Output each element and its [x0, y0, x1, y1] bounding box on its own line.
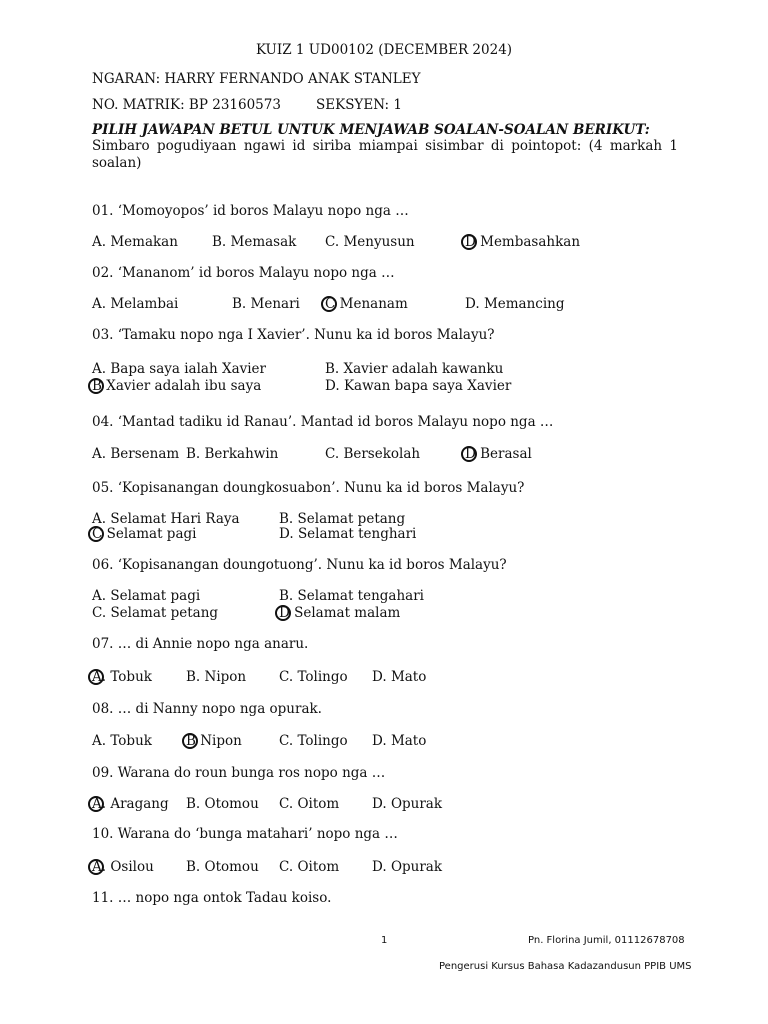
- question-08: 08. … di Nanny nopo nga opurak.: [92, 701, 322, 717]
- answer-circle-icon: [321, 296, 337, 312]
- option-text: Tobuk: [110, 669, 152, 685]
- option-letter: A.: [92, 234, 107, 250]
- option-text: Memasak: [230, 234, 297, 250]
- option-text: Tobuk: [110, 733, 152, 749]
- option-10-c[interactable]: [279, 859, 339, 875]
- option-06-a[interactable]: [92, 588, 200, 604]
- option-letter: D.: [372, 669, 387, 685]
- option-letter: B: [186, 733, 196, 749]
- answer-circle-icon: [88, 859, 107, 875]
- option-letter: A.: [92, 511, 107, 527]
- option-letter: B: [92, 378, 102, 394]
- option-text: Oitom: [297, 859, 340, 875]
- option-text: Selamat pagi: [110, 588, 201, 604]
- option-09-a[interactable]: [92, 796, 169, 812]
- option-06-d[interactable]: [279, 605, 400, 621]
- option-letter: B.: [186, 796, 201, 812]
- option-text: Selamat Hari Raya: [110, 511, 240, 527]
- option-08-d[interactable]: [372, 733, 426, 749]
- option-text: Memakan: [110, 234, 178, 250]
- option-text: Osilou: [110, 859, 154, 875]
- option-10-a[interactable]: [92, 859, 154, 875]
- option-text: Xavier adalah kawanku: [343, 361, 504, 377]
- option-08-a[interactable]: [92, 733, 152, 749]
- option-letter: A.: [92, 361, 107, 377]
- option-01-a[interactable]: [92, 234, 178, 250]
- option-letter: A.: [92, 296, 107, 312]
- option-07-a[interactable]: [92, 669, 152, 685]
- option-letter: C: [325, 296, 336, 312]
- option-text: Bersenam: [110, 446, 180, 462]
- option-letter: A.: [92, 859, 107, 875]
- option-07-c[interactable]: [279, 669, 348, 685]
- option-letter: B.: [212, 234, 227, 250]
- option-letter: B.: [186, 446, 201, 462]
- option-letter: C: [92, 526, 103, 542]
- option-02-a[interactable]: [92, 296, 178, 312]
- matric-number: NO. MATRIK: BP 23160573: [92, 97, 281, 113]
- option-04-a[interactable]: [92, 446, 179, 462]
- option-07-d[interactable]: [372, 669, 426, 685]
- option-text: Menyusun: [343, 234, 415, 250]
- question-04: 04. ‘Mantad tadiku id Ranau’. Mantad id boros Malayu nopo nga …: [92, 414, 554, 430]
- option-text: Melambai: [110, 296, 179, 312]
- option-03-a[interactable]: [92, 361, 266, 377]
- option-04-c[interactable]: [325, 446, 420, 462]
- option-08-b[interactable]: [186, 733, 242, 749]
- option-09-b[interactable]: [186, 796, 259, 812]
- option-letter: A.: [92, 446, 107, 462]
- option-text: Tolingo: [297, 669, 348, 685]
- option-text: Bersekolah: [343, 446, 421, 462]
- option-letter: B.: [232, 296, 247, 312]
- option-text: Memancing: [483, 296, 565, 312]
- option-08-c[interactable]: [279, 733, 348, 749]
- option-03-d[interactable]: [325, 378, 511, 394]
- option-letter: C.: [92, 605, 107, 621]
- option-letter: D.: [372, 859, 387, 875]
- option-text: Oitom: [297, 796, 340, 812]
- option-text: Opurak: [390, 859, 443, 875]
- option-letter: C.: [279, 796, 294, 812]
- option-letter: D.: [372, 796, 387, 812]
- option-letter: B.: [279, 511, 294, 527]
- option-10-d[interactable]: [372, 859, 442, 875]
- option-01-d[interactable]: [465, 234, 580, 250]
- option-text: Xavier adalah ibu saya: [106, 378, 262, 394]
- option-text: Membasahkan: [480, 234, 581, 250]
- option-letter: C.: [325, 234, 340, 250]
- option-05-b[interactable]: [279, 511, 405, 527]
- question-09: 09. Warana do roun bunga ros nopo nga …: [92, 765, 386, 781]
- option-text: Selamat pagi: [106, 526, 197, 542]
- instruction-heading: PILIH JAWAPAN BETUL UNTUK MENJAWAB SOALAN-SOALAN BERIKUT:: [92, 122, 650, 138]
- option-09-c[interactable]: [279, 796, 339, 812]
- option-letter: B.: [325, 361, 340, 377]
- option-letter: D: [465, 446, 476, 462]
- answer-circle-icon: [461, 234, 477, 250]
- question-07: 07. … di Annie nopo nga anaru.: [92, 636, 309, 652]
- question-02: 02. ‘Mananom’ id boros Malayu nopo nga …: [92, 265, 395, 281]
- option-text: Selamat petang: [297, 511, 406, 527]
- quiz-title: KUIZ 1 UD00102 (DECEMBER 2024): [255, 42, 513, 58]
- option-text: Selamat petang: [110, 605, 219, 621]
- option-letter: A.: [92, 588, 107, 604]
- student-name: NGARAN: HARRY FERNANDO ANAK STANLEY: [92, 71, 421, 87]
- answer-circle-icon: [88, 796, 107, 812]
- option-03-b[interactable]: [325, 361, 503, 377]
- option-01-b[interactable]: [212, 234, 296, 250]
- option-letter: D: [465, 234, 476, 250]
- option-letter: C.: [279, 733, 294, 749]
- answer-circle-icon: [461, 446, 477, 462]
- option-text: Nipon: [204, 669, 247, 685]
- option-05-d[interactable]: [279, 526, 416, 542]
- option-letter: D.: [279, 526, 294, 542]
- question-10: 10. Warana do ‘bunga matahari’ nopo nga …: [92, 826, 398, 842]
- option-text: Tolingo: [297, 733, 348, 749]
- option-text: Selamat tengahari: [297, 588, 424, 604]
- option-text: Mato: [390, 733, 427, 749]
- option-letter: D.: [372, 733, 387, 749]
- option-02-d[interactable]: [465, 296, 565, 312]
- option-04-d[interactable]: [465, 446, 532, 462]
- footer-org: Pengerusi Kursus Bahasa Kadazandusun PPIB UMS: [439, 961, 692, 972]
- question-06: 06. ‘Kopisanangan doungotuong’. Nunu ka id boros Malayu?: [92, 557, 507, 573]
- option-letter: B.: [279, 588, 294, 604]
- option-text: Selamat malam: [294, 605, 401, 621]
- section-number: SEKSYEN: 1: [316, 97, 402, 113]
- option-text: Nipon: [200, 733, 242, 749]
- option-text: Opurak: [390, 796, 443, 812]
- option-letter: C.: [279, 669, 294, 685]
- option-text: Berasal: [480, 446, 532, 462]
- option-06-b[interactable]: [279, 588, 424, 604]
- question-05: 05. ‘Kopisanangan doungkosuabon’. Nunu ka id boros Malayu?: [92, 480, 525, 496]
- option-letter: B.: [186, 669, 201, 685]
- footer-contact: Pn. Florina Jumil, 01112678708: [528, 935, 685, 946]
- option-letter: C.: [279, 859, 294, 875]
- answer-circle-icon: [88, 526, 104, 542]
- option-text: Otomou: [204, 796, 259, 812]
- option-02-b[interactable]: [232, 296, 300, 312]
- option-letter: A.: [92, 796, 107, 812]
- option-text: Bapa saya ialah Xavier: [110, 361, 267, 377]
- question-11: 11. … nopo nga ontok Tadau koiso.: [92, 890, 332, 906]
- option-text: Menanam: [339, 296, 408, 312]
- option-text: Mato: [390, 669, 427, 685]
- answer-circle-icon: [182, 733, 198, 749]
- option-02-c[interactable]: [325, 296, 408, 312]
- option-letter: D.: [325, 378, 340, 394]
- option-text: Berkahwin: [204, 446, 279, 462]
- answer-circle-icon: [88, 378, 104, 394]
- option-05-c[interactable]: [92, 526, 196, 542]
- page-number: 1: [381, 935, 388, 946]
- option-letter: D.: [465, 296, 480, 312]
- option-text: Selamat tenghari: [297, 526, 417, 542]
- option-letter: A.: [92, 733, 107, 749]
- option-text: Otomou: [204, 859, 259, 875]
- option-06-c[interactable]: [92, 605, 218, 621]
- option-05-a[interactable]: [92, 511, 240, 527]
- option-10-b[interactable]: [186, 859, 259, 875]
- option-text: Menari: [250, 296, 300, 312]
- question-01: 01. ‘Momoyopos’ id boros Malayu nopo nga …: [92, 203, 409, 219]
- option-letter: C.: [325, 446, 340, 462]
- option-01-c[interactable]: [325, 234, 415, 250]
- option-07-b[interactable]: [186, 669, 246, 685]
- instruction-text: Simbaro pogudiyaan ngawi id siriba miampai sisimbar di pointopot: (4 markah 1 soalan): [92, 138, 678, 171]
- option-03-c[interactable]: [92, 378, 261, 394]
- option-letter: A.: [92, 669, 107, 685]
- answer-circle-icon: [88, 669, 107, 685]
- option-09-d[interactable]: [372, 796, 442, 812]
- answer-circle-icon: [275, 605, 291, 621]
- option-letter: B.: [186, 859, 201, 875]
- option-04-b[interactable]: [186, 446, 278, 462]
- option-letter: D: [279, 605, 290, 621]
- option-text: Aragang: [110, 796, 169, 812]
- question-03: 03. ‘Tamaku nopo nga I Xavier’. Nunu ka id boros Malayu?: [92, 327, 495, 343]
- option-text: Kawan bapa saya Xavier: [343, 378, 512, 394]
